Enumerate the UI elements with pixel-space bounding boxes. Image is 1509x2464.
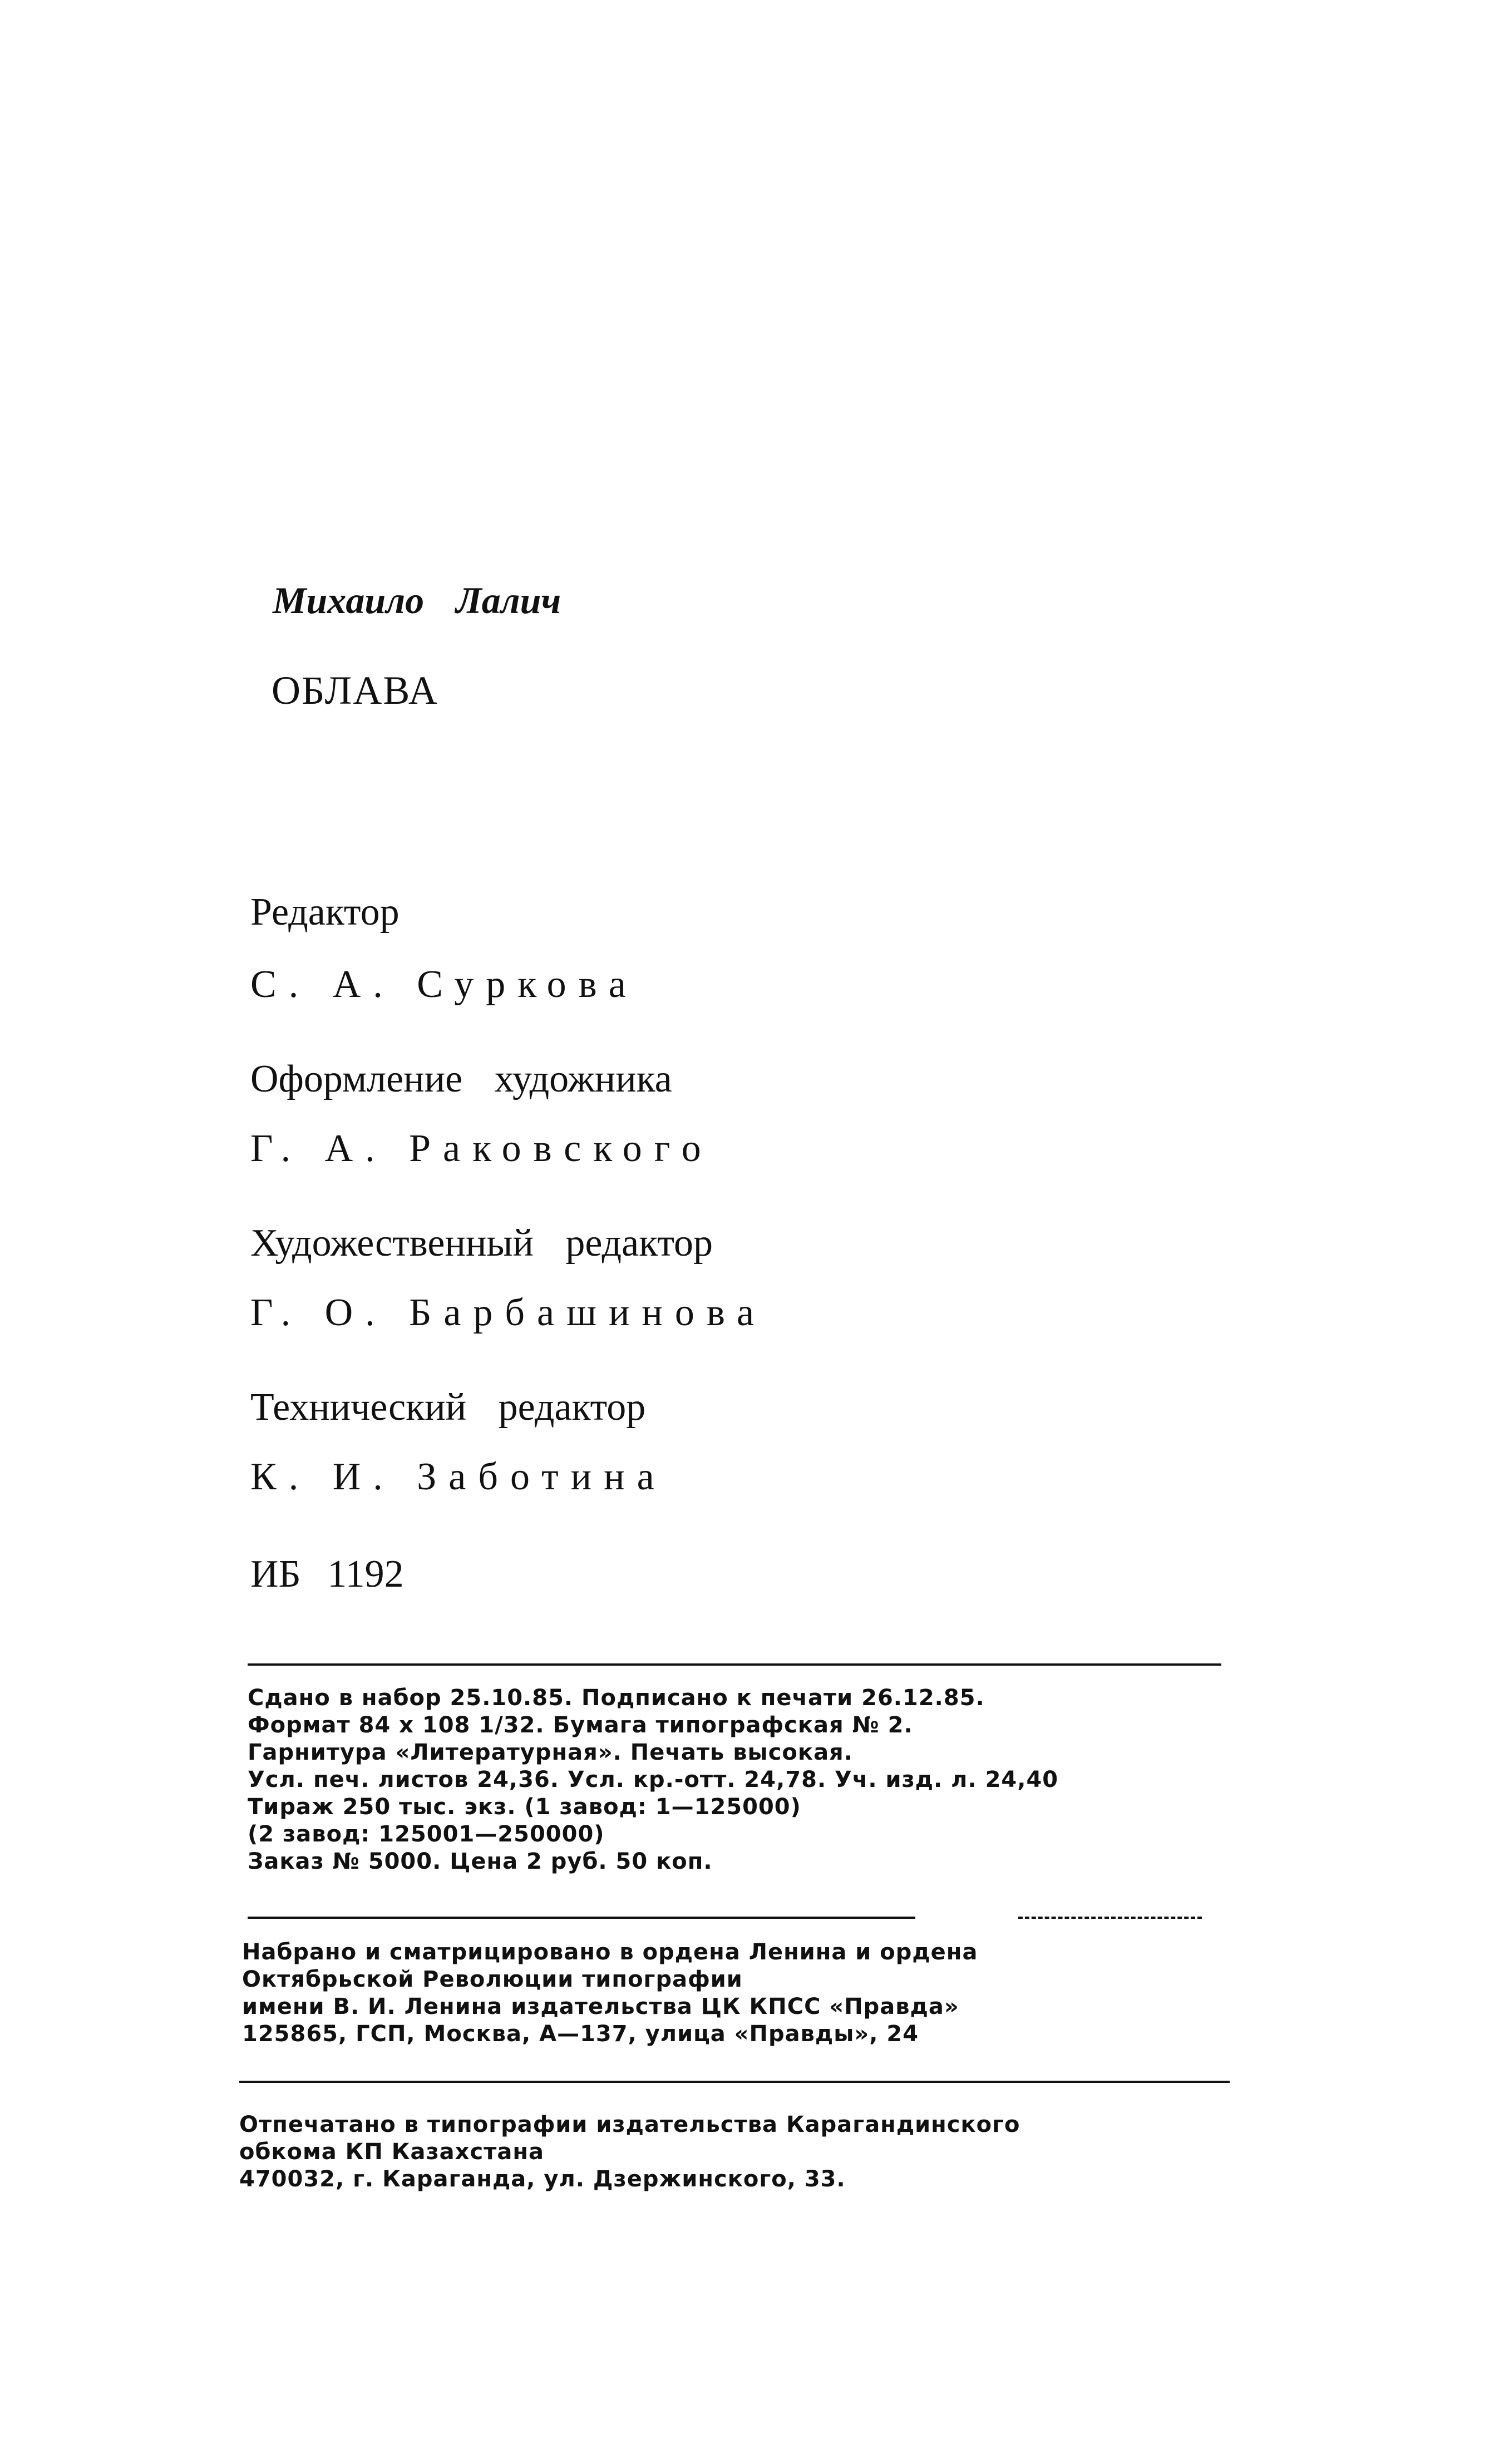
divider-rule <box>239 2081 1230 2083</box>
publication-details <box>248 1685 1058 1875</box>
credit-person-editor: С. А. Суркова <box>250 963 638 1006</box>
imprint-line: Октябрьской Революции типографии <box>242 1967 743 1992</box>
credit-person-design: Г. А. Раковского <box>250 1127 713 1170</box>
credit-role-tech-editor: Технический редактор <box>250 1386 646 1429</box>
credit-person-tech-editor: К. И. Заботина <box>250 1455 667 1498</box>
typesetting-details <box>242 1939 978 2048</box>
imprint-line: Формат 84 x 108 1/32. Бумага типографская № 2. <box>248 1712 913 1738</box>
imprint-line: Тираж 250 тыс. экз. (1 завод: 1—125000) <box>248 1794 801 1820</box>
credit-role-design: Оформление художника <box>250 1058 672 1100</box>
imprint-line: Гарнитура «Литературная». Печать высокая. <box>248 1740 853 1765</box>
divider-rule <box>248 1663 1221 1666</box>
imprint-line: 125865, ГСП, Москва, А—137, улица «Правды», 24 <box>242 2021 919 2047</box>
imprint-line: имени В. И. Ленина издательства ЦК КПСС «Правда» <box>242 1994 959 2019</box>
imprint-line: Заказ № 5000. Цена 2 руб. 50 коп. <box>248 1849 713 1874</box>
imprint-line: Усл. печ. листов 24,36. Усл. кр.-отт. 24,78. Уч. изд. л. 24,40 <box>248 1767 1059 1793</box>
imprint-line: Сдано в набор 25.10.85. Подписано к печати 26.12.85. <box>248 1685 985 1711</box>
imprint-line: Отпечатано в типографии издательства Карагандинского <box>239 2112 1020 2137</box>
credit-person-art-editor: Г. О. Барбашинова <box>250 1291 767 1334</box>
author-name: Михаило Лалич <box>273 579 561 621</box>
imprint-line: обкома КП Казахстана <box>239 2139 544 2165</box>
book-title: ОБЛАВА <box>272 668 438 713</box>
imprint-line: 470032, г. Караганда, ул. Дзержинского, 33. <box>239 2166 846 2192</box>
imprint-line: Набрано и сматрицировано в ордена Ленина и ордена <box>242 1939 978 1965</box>
credit-role-art-editor: Художественный редактор <box>250 1222 713 1265</box>
divider-rule-dashed <box>1018 1917 1202 1919</box>
printing-details <box>239 2111 1020 2193</box>
divider-rule <box>248 1917 915 1919</box>
credit-role-editor: Редактор <box>250 891 400 934</box>
imprint-line: (2 завод: 125001—250000) <box>248 1821 605 1847</box>
ib-number: ИБ 1192 <box>250 1553 404 1596</box>
